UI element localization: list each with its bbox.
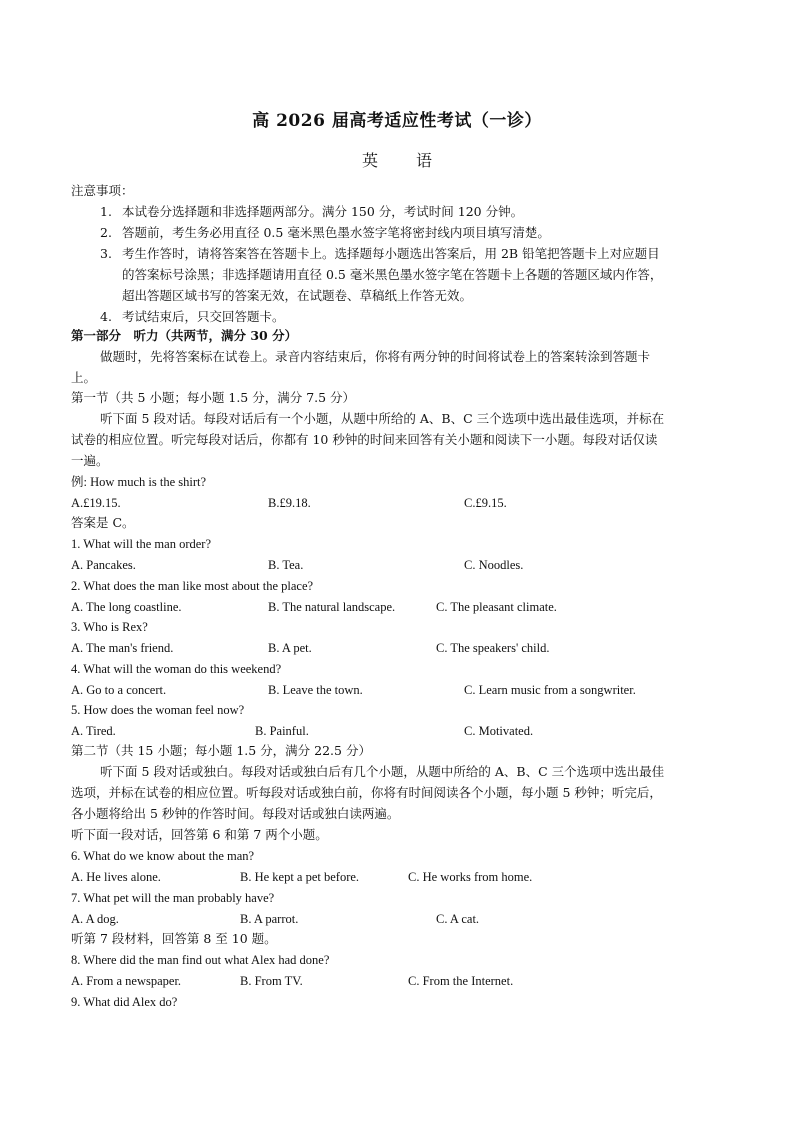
option-b: B.£9.18. <box>268 496 311 510</box>
question-text: 8. Where did the man find out what Alex had done? <box>71 953 330 967</box>
example-question: 例: How much is the shirt? <box>71 475 207 489</box>
notice-text: 考试结束后，只交回答题卡。 <box>122 309 285 324</box>
question-text: 2. What does the man like most about the place? <box>71 579 314 593</box>
part1-intro: 上。 <box>71 370 97 385</box>
notice-text: 考生作答时，请将答案答在答题卡上。选择题每小题选出答案后，用 2B 铅笔把答题卡上对应题目 <box>122 246 660 261</box>
section2-intro: 听下面 5 段对话或独白。每段对话或独白后有几个小题，从题中所给的 A、B、C 三个选项中选出最佳 <box>100 764 665 779</box>
notice-num: 2. <box>100 225 112 240</box>
notice-heading: 注意事项： <box>71 183 134 198</box>
option-b: B. The natural landscape. <box>268 600 396 614</box>
notice-text: 超出答题区域书写的答案无效，在试题卷、草稿纸上作答无效。 <box>122 288 473 303</box>
question-text: 7. What pet will the man probably have? <box>71 891 275 905</box>
option-c: C. He works from home. <box>408 870 533 884</box>
notice-text: 本试卷分选择题和非选择题两部分。满分 150 分，考试时间 120 分钟。 <box>122 204 524 219</box>
option-a: A. The man's friend. <box>71 641 174 655</box>
question-text: 3. Who is Rex? <box>71 620 148 634</box>
option-a: A. He lives alone. <box>71 870 161 884</box>
option-b: B. Painful. <box>255 724 309 738</box>
section2-heading: 第二节（共 15 小题；每小题 1.5 分，满分 22.5 分） <box>71 743 371 758</box>
group-instruction: 听第 7 段材料，回答第 8 至 10 题。 <box>71 931 277 946</box>
part1-intro: 做题时，先将答案标在试卷上。录音内容结束后，你将有两分钟的时间将试卷上的答案转涂到答题卡 <box>100 349 651 364</box>
section1-heading: 第一节（共 5 小题；每小题 1.5 分，满分 7.5 分） <box>71 390 356 405</box>
part1-heading: 第一部分 听力（共两节，满分 30 分） <box>71 328 298 343</box>
notice-text: 的答案标号涂黑；非选择题请用直径 0.5 毫米黑色墨水签字笔在答题卡上各题的答题区域内作答， <box>122 267 663 282</box>
question-text: 6. What do we know about the man? <box>71 849 255 863</box>
notice-text: 答题前，考生务必用直径 0.5 毫米黑色墨水签字笔将密封线内项目填写清楚。 <box>122 225 550 240</box>
option-b: B. A parrot. <box>240 912 299 926</box>
section1-intro: 听下面 5 段对话。每段对话后有一个小题，从题中所给的 A、B、C 三个选项中选出最佳选项，并标在 <box>100 411 665 426</box>
option-c: C. Noodles. <box>464 558 524 572</box>
section1-intro: 一遍。 <box>71 453 109 468</box>
notice-num: 1. <box>100 204 112 219</box>
option-c: C. A cat. <box>436 912 480 926</box>
option-a: A. The long coastline. <box>71 600 182 614</box>
section2-intro: 各小题将给出 5 秒钟的作答时间。每段对话或独白读两遍。 <box>71 806 400 821</box>
option-a: A. Pancakes. <box>71 558 136 572</box>
option-a: A. Tired. <box>71 724 116 738</box>
option-c: C. The speakers' child. <box>436 641 550 655</box>
group-instruction: 听下面一段对话，回答第 6 和第 7 两个小题。 <box>71 827 328 842</box>
question-text: 4. What will the woman do this weekend? <box>71 662 282 676</box>
option-b: B. Leave the town. <box>268 683 363 697</box>
option-c: C.£9.15. <box>464 496 507 510</box>
notice-num: 3. <box>100 246 112 261</box>
option-b: B. A pet. <box>268 641 312 655</box>
option-a: A. Go to a concert. <box>71 683 167 697</box>
section2-intro: 选项，并标在试卷的相应位置。听每段对话或独白前，你将有时间阅读各个小题，每小题 5 秒钟；听完后， <box>71 785 662 800</box>
option-b: B. From TV. <box>240 974 303 988</box>
option-c: C. Learn music from a songwriter. <box>464 683 636 697</box>
example-answer: 答案是 C。 <box>71 515 135 530</box>
option-a: A. A dog. <box>71 912 119 926</box>
option-c: C. From the Internet. <box>408 974 514 988</box>
question-text: 5. How does the woman feel now? <box>71 703 245 717</box>
subject-title: 英语 <box>361 151 470 170</box>
exam-title: 高 2026 届高考适应性考试（一诊） <box>252 111 542 131</box>
question-text: 9. What did Alex do? <box>71 995 178 1009</box>
notice-num: 4. <box>100 309 112 324</box>
section1-intro: 试卷的相应位置。听完每段对话后，你都有 10 秒钟的时间来回答有关小题和阅读下一小题。每段对话仅读 <box>71 432 658 447</box>
option-c: C. The pleasant climate. <box>436 600 557 614</box>
option-c: C. Motivated. <box>464 724 534 738</box>
option-a: A. From a newspaper. <box>71 974 182 988</box>
option-a: A.£19.15. <box>71 496 121 510</box>
option-b: B. He kept a pet before. <box>240 870 360 884</box>
option-b: B. Tea. <box>268 558 304 572</box>
question-text: 1. What will the man order? <box>71 537 212 551</box>
